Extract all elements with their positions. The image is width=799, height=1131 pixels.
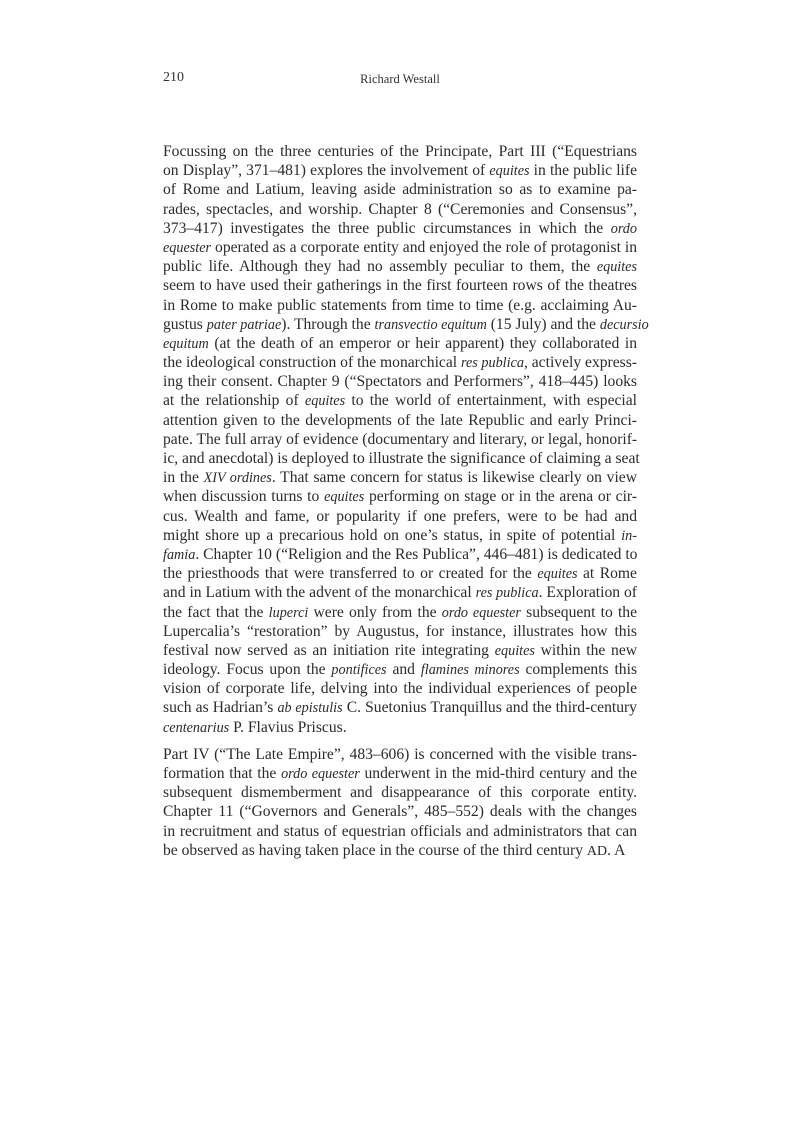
running-title-author: Richard Westall [360, 72, 440, 86]
text-line [163, 219, 637, 238]
text-line [163, 603, 637, 622]
italic-term: equester [163, 239, 212, 256]
italic-term: ordo equester [281, 766, 360, 782]
text-line [163, 296, 637, 315]
italic-term: luperci [268, 604, 309, 621]
text-line [163, 276, 637, 295]
text-run: operated as a corporate entity and enjoyed the role of protagonist in [211, 238, 637, 256]
text-run: Focussing on the three centuries of the Principate, Part III (“Equestrians [163, 143, 637, 160]
text-run: might shore up a precarious hold on one’s status, in spite of potential [163, 526, 622, 544]
text-run: in the [163, 469, 204, 487]
page-number: 210 [163, 70, 184, 85]
running-head [163, 70, 637, 90]
italic-term: equites [537, 566, 578, 583]
text-line [163, 391, 637, 410]
text-line [163, 257, 637, 276]
text-run: on Display”, 371–481) explores the involvement of [163, 162, 490, 180]
text-run: of Rome and Latium, leaving aside administration so as to examine pa- [163, 181, 637, 199]
italic-term: res publica [475, 585, 539, 602]
text-run: ing their consent. Chapter 9 (“Spectators and Performers”, 418–445) looks [163, 373, 637, 391]
italic-term: ordo [610, 220, 637, 237]
text-line [163, 161, 637, 180]
text-line [163, 841, 637, 860]
italic-term: famia [163, 546, 196, 563]
italic-term: centenarius [163, 719, 230, 736]
text-line [163, 334, 637, 353]
text-run: (15 July) and the [486, 315, 600, 333]
text-run: in recruitment and status of equestrian officials and administrators that can [163, 822, 637, 840]
body-text [163, 142, 649, 860]
italic-term: equites [304, 393, 346, 410]
text-run: underwent in the mid-third century and the [359, 765, 638, 782]
text-run: C. Suetonius Tranquillus and the third-century [342, 699, 637, 717]
italic-term: equites [324, 489, 365, 506]
text-run: cus. Wealth and fame, or popularity if one prefers, were to be had and [163, 507, 637, 525]
text-run: at the relationship of [163, 392, 305, 410]
text-line [163, 238, 637, 257]
italic-term: flamines minores [420, 662, 520, 679]
italic-term: XIV ordines [203, 470, 272, 487]
text-run: the fact that the [163, 603, 269, 621]
text-run: seem to have used their gatherings in the first fourteen rows of the theatres [163, 277, 637, 295]
text-line [163, 764, 637, 783]
text-run: Chapter 11 (“Governors and Generals”, 485–552) deals with the changes [163, 803, 637, 821]
text-line [163, 449, 640, 468]
text-line [163, 783, 637, 802]
text-line [163, 718, 637, 737]
text-run: rades, spectacles, and worship. Chapter 8 (“Ceremonies and Consensus”, [163, 200, 637, 218]
text-line [163, 526, 637, 545]
italic-term: equites [494, 642, 535, 659]
text-line [163, 822, 637, 841]
text-run: to the world of entertainment, with especial [345, 392, 638, 410]
text-line [163, 745, 637, 764]
text-run: be observed as having taken place in the course of the third century [163, 841, 587, 859]
text-line [163, 180, 637, 199]
text-run: such as Hadrian’s [163, 699, 278, 717]
text-run: , actively express- [523, 354, 637, 372]
text-run: festival now served as an initiation rite integrating [163, 641, 495, 659]
text-run: . Exploration of [538, 584, 637, 602]
italic-term: equites [489, 163, 530, 180]
italic-term: decursio [599, 316, 649, 333]
text-run: and [386, 661, 421, 679]
text-line [163, 315, 649, 334]
italic-term: equitum [163, 335, 209, 352]
text-line [163, 641, 637, 660]
text-run: Lupercalia’s “restoration” by Augustus, for instance, illustrates how this [163, 622, 637, 640]
italic-term: res publica [461, 355, 524, 372]
text-line [163, 679, 637, 698]
text-run: were only from the [308, 603, 442, 621]
italic-term: equites [596, 259, 637, 276]
text-line [163, 660, 637, 679]
text-line [163, 372, 637, 391]
text-run: in Rome to make public statements from time to time (e.g. acclaiming Au- [163, 296, 637, 314]
text-run: . That same concern for status is likewise clearly on view [271, 469, 637, 487]
text-line [163, 507, 637, 526]
text-run: gustus [163, 315, 207, 333]
text-line [163, 698, 637, 717]
text-run: . A [607, 841, 626, 859]
text-line [163, 200, 637, 219]
text-run: performing on stage or in the arena or cir- [364, 488, 637, 506]
text-run: vision of corporate life, delving into the individual experiences of people [163, 680, 637, 698]
text-line [163, 487, 637, 506]
text-run: when discussion turns to [163, 488, 325, 506]
paragraph-part-iv [163, 745, 637, 860]
italic-term: ordo equester [441, 604, 521, 621]
text-run: subsequent dismemberment and disappearance of this corporate entity. [163, 784, 637, 802]
italic-term: transvectio equitum [374, 316, 487, 333]
text-run: formation that the [163, 765, 282, 782]
text-run: the ideological construction of the monarchical [163, 354, 462, 372]
text-line [163, 583, 637, 602]
italic-term: pater patriae [206, 316, 282, 333]
text-run: 373–417) investigates the three public circumstances in which the [163, 219, 611, 237]
small-caps-text: AD [586, 843, 608, 859]
text-run: ideology. Focus upon the [163, 661, 332, 679]
text-run: Part IV (“The Late Empire”, 483–606) is concerned with the visible trans- [163, 745, 637, 763]
text-run: complements this [519, 661, 638, 679]
text-run: pate. The full array of evidence (documentary and literary, or legal, honorif- [163, 430, 638, 448]
italic-term: pontifices [331, 662, 387, 679]
text-run: (at the death of an emperor or heir apparent) they collaborated in [208, 334, 637, 352]
text-run: ). Through the [281, 315, 375, 333]
italic-term: in- [621, 527, 637, 544]
text-line [163, 564, 637, 583]
text-line [163, 353, 637, 372]
text-line [163, 468, 637, 487]
text-line [163, 411, 637, 430]
text-run: . Chapter 10 (“Religion and the Res Publica”, 446–481) is dedicated to [195, 545, 638, 563]
text-run: attention given to the developments of the late Republic and early Princi- [163, 411, 637, 429]
text-line [163, 430, 637, 449]
text-run: P. Flavius Priscus. [229, 718, 347, 736]
text-run: ic, and anecdotal) is deployed to illustrate the significance of claiming a seat [163, 450, 640, 467]
text-run: the priesthoods that were transferred to or created for the [163, 565, 538, 583]
text-run: in the public life [529, 162, 637, 180]
text-run: subsequent to the [520, 603, 638, 621]
italic-term: ab epistulis [277, 700, 343, 717]
text-run: and in Latium with the advent of the monarchical [163, 584, 476, 602]
paragraph-part-iii [163, 142, 649, 737]
text-run: at Rome [577, 565, 637, 583]
text-run: within the new [534, 641, 638, 659]
text-run: public life. Although they had no assembly peculiar to them, the [163, 258, 597, 276]
text-line [163, 622, 637, 641]
text-line [163, 545, 637, 564]
text-line [163, 802, 637, 821]
text-line [163, 142, 637, 161]
